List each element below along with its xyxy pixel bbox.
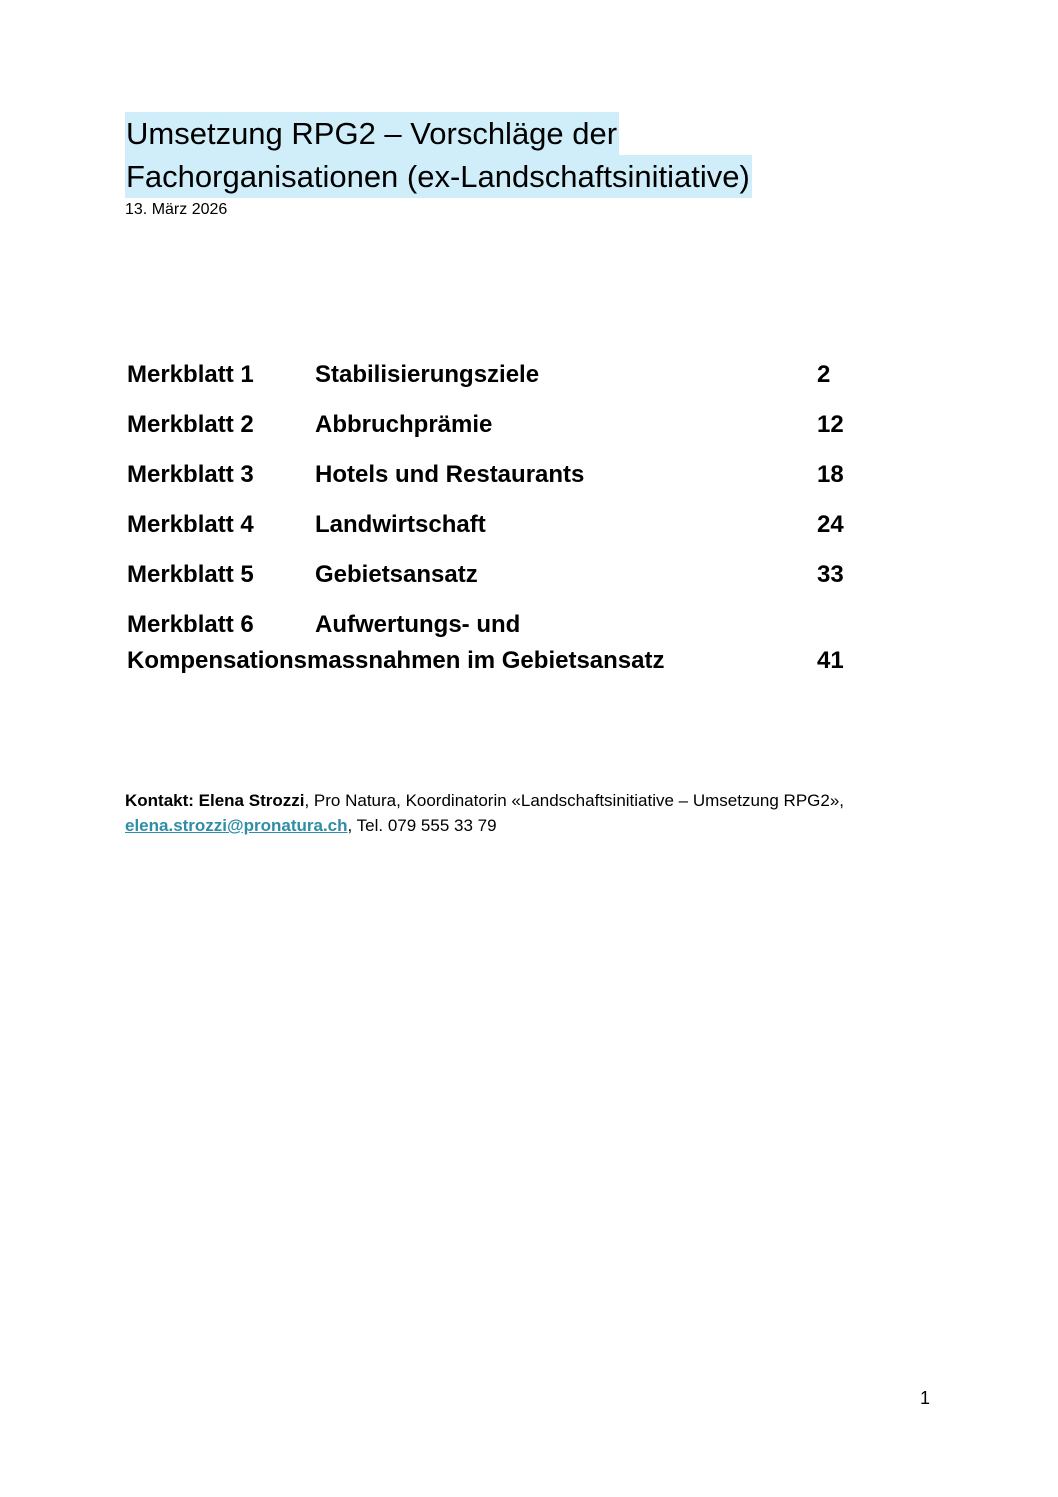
toc-entry-6[interactable] [127, 605, 867, 695]
toc-page-number: 24 [817, 511, 844, 538]
toc-topic-continuation: Kompensationsmassnahmen im Gebietsansatz [127, 647, 665, 674]
toc-entry-2[interactable] [127, 405, 867, 455]
title-block [125, 112, 925, 221]
table-of-contents [127, 355, 867, 695]
toc-topic: Aufwertungs- und [315, 611, 521, 638]
toc-label: Merkblatt 6 [127, 611, 254, 638]
toc-label: Merkblatt 2 [127, 411, 254, 438]
toc-page-number: 12 [817, 411, 844, 438]
toc-label: Merkblatt 4 [127, 511, 254, 538]
toc-page-number: 41 [817, 647, 844, 674]
toc-entry-4[interactable] [127, 505, 867, 555]
toc-page-number: 2 [817, 361, 831, 388]
contact-email-link[interactable]: elena.strozzi@pronatura.ch [125, 816, 348, 835]
document-date: 13. März 2026 [125, 201, 228, 218]
toc-entry-5[interactable] [127, 555, 867, 605]
contact-phone: , Tel. 079 555 33 79 [347, 816, 497, 835]
toc-topic: Abbruchprämie [315, 411, 493, 438]
toc-label: Merkblatt 3 [127, 461, 254, 488]
toc-topic: Hotels und Restaurants [315, 461, 585, 488]
toc-label: Merkblatt 5 [127, 561, 254, 588]
contact-info [125, 788, 905, 838]
toc-topic: Gebietsansatz [315, 561, 478, 588]
toc-entry-1[interactable] [127, 355, 867, 405]
contact-text: , Pro Natura, Koordinatorin «Landschaftsinitiative – Umsetzung RPG2», [304, 791, 845, 810]
toc-page-number: 18 [817, 461, 844, 488]
toc-entry-3[interactable] [127, 455, 867, 505]
toc-topic: Landwirtschaft [315, 511, 486, 538]
document-title-line-2: Fachorganisationen (ex-Landschaftsinitiative) [125, 155, 752, 198]
page-number: 1 [920, 1388, 931, 1408]
toc-topic: Stabilisierungsziele [315, 361, 540, 388]
toc-label: Merkblatt 1 [127, 361, 254, 388]
toc-page-number: 33 [817, 561, 844, 588]
document-title-line-1: Umsetzung RPG2 – Vorschläge der [125, 112, 619, 155]
contact-name: Kontakt: Elena Strozzi [125, 791, 305, 810]
